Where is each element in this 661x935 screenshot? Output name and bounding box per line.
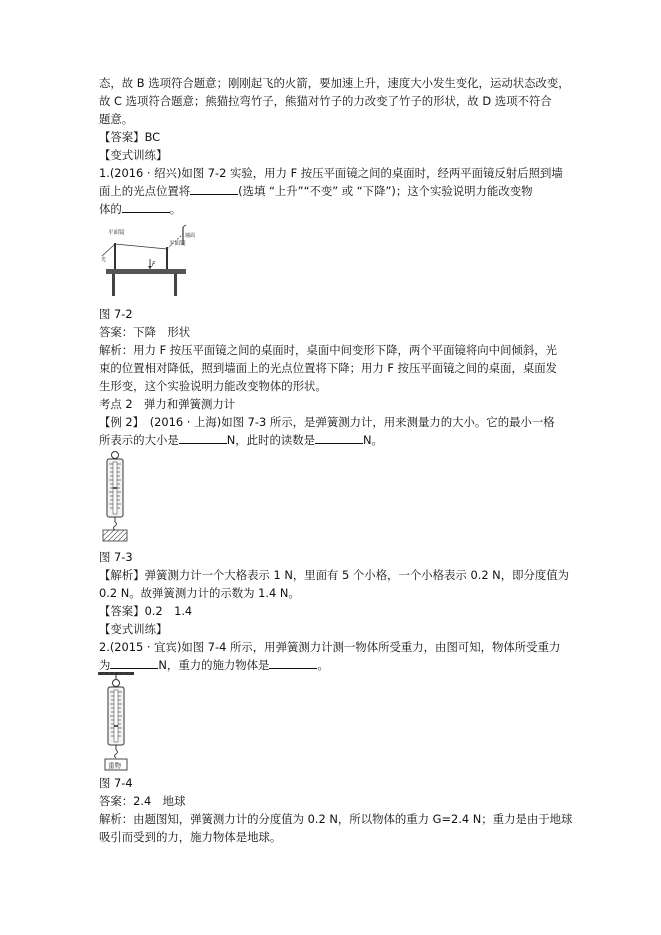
question-line: [99, 182, 564, 200]
question-text: 所表示的大小是: [99, 433, 179, 447]
explanation-line: 吸引而受到的力，施力物体是地球。: [99, 830, 282, 844]
text-block-bottom: [99, 774, 573, 846]
paragraph-line: 态，故 B 选项符合题意；刚刚起飞的火箭，要加速上升，速度大小发生变化，运动状态改变，: [99, 76, 570, 90]
section-heading: 【变式训练】: [99, 148, 168, 162]
question-line: [99, 200, 564, 218]
explanation-line: 生形变，这个实验说明力能改变物体的形状。: [99, 379, 327, 393]
question-text: 。: [169, 202, 182, 216]
force-label: F: [152, 261, 156, 268]
answer-line: 【答案】0.2 1.4: [99, 604, 193, 618]
answer-blank[interactable]: [315, 431, 363, 444]
light-label: 光: [101, 257, 107, 263]
explanation-line: 0.2 N。故弹簧测力计的示数为 1.4 N。: [99, 586, 300, 600]
question-text: N，重力的施力物体是: [158, 658, 270, 672]
answer-line: 答案：2.4 地球: [99, 794, 186, 808]
section-heading: 【变式训练】: [99, 622, 168, 636]
question-line: [99, 656, 564, 674]
question-text: 体的: [99, 202, 122, 216]
figure-caption: 图 7-2: [99, 307, 133, 321]
question-text: N。: [363, 433, 383, 447]
section-heading: 考点 2 弹力和弹簧测力计: [99, 397, 236, 411]
question-text: N，此时的读数是: [226, 433, 316, 447]
question-text: 。: [317, 658, 329, 672]
question-line: [99, 431, 564, 449]
text-block-top: [99, 74, 570, 218]
figure-7-2: [100, 225, 196, 299]
answer-line: 答案：下降 形状: [99, 325, 191, 339]
figure-7-4: [98, 672, 134, 772]
weight-label: 重物: [108, 761, 121, 770]
answer-blank[interactable]: [269, 656, 317, 669]
explanation-line: 束的位置相对降低，照到墙面上的光点位置将下降；用力 F 按压平面镜之间的桌面，桌面发: [99, 361, 558, 375]
question-line: 2.(2015 · 宜宾)如图 7-4 所示，用弹簧测力计测一物体所受重力，由图可知，物体所受重力: [99, 640, 561, 654]
text-block-lower: [99, 548, 570, 674]
figure-caption: 图 7-3: [99, 550, 133, 564]
question-text: 为: [99, 658, 111, 672]
explanation-line: 解析：用力 F 按压平面镜之间的桌面时，桌面中间变形下降，两个平面镜将向中间倾斜，光: [99, 343, 558, 357]
question-text: 面上的光点位置将: [99, 184, 191, 198]
paragraph-line: 故 C 选项符合题意；熊猫拉弯竹子，熊猫对竹子的力改变了竹子的形状，故 D 选项不符合: [99, 94, 552, 108]
figure-7-3: [100, 450, 130, 542]
answer-blank[interactable]: [110, 656, 158, 669]
question-line: 1.(2016 · 绍兴)如图 7-2 实验，用力 F 按压平面镜之间的桌面时，经两平面镜反射后照到墙: [99, 166, 563, 180]
answer-blank[interactable]: [190, 182, 238, 195]
question-text: (选填 “上升”“不变” 或 “下降”)；这个实验说明力能改变物: [238, 184, 533, 198]
mirror-right-label: 平面镜: [169, 241, 186, 247]
answer-blank[interactable]: [179, 431, 227, 444]
explanation-line: 解析：由题图知，弹簧测力计的分度值为 0.2 N，所以物体的重力 G=2.4 N；重力是由于地球: [99, 812, 573, 826]
explanation-line: 【解析】弹簧测力计一个大格表示 1 N，里面有 5 个小格，一个小格表示 0.2 N，即分度值为: [99, 568, 570, 582]
answer-line: 【答案】BC: [99, 130, 161, 144]
wall-label: 墙面: [185, 233, 196, 239]
question-line: 【例 2】 (2016 · 上海)如图 7-3 所示，是弹簧测力计，用来测量力的大小。它的最小一格: [99, 415, 555, 429]
answer-blank[interactable]: [122, 200, 170, 213]
mirror-left-label: 平面镜: [108, 230, 125, 236]
paragraph-line: 题意。: [99, 112, 134, 126]
text-block-middle: [99, 305, 564, 449]
figure-caption: 图 7-4: [99, 776, 133, 790]
